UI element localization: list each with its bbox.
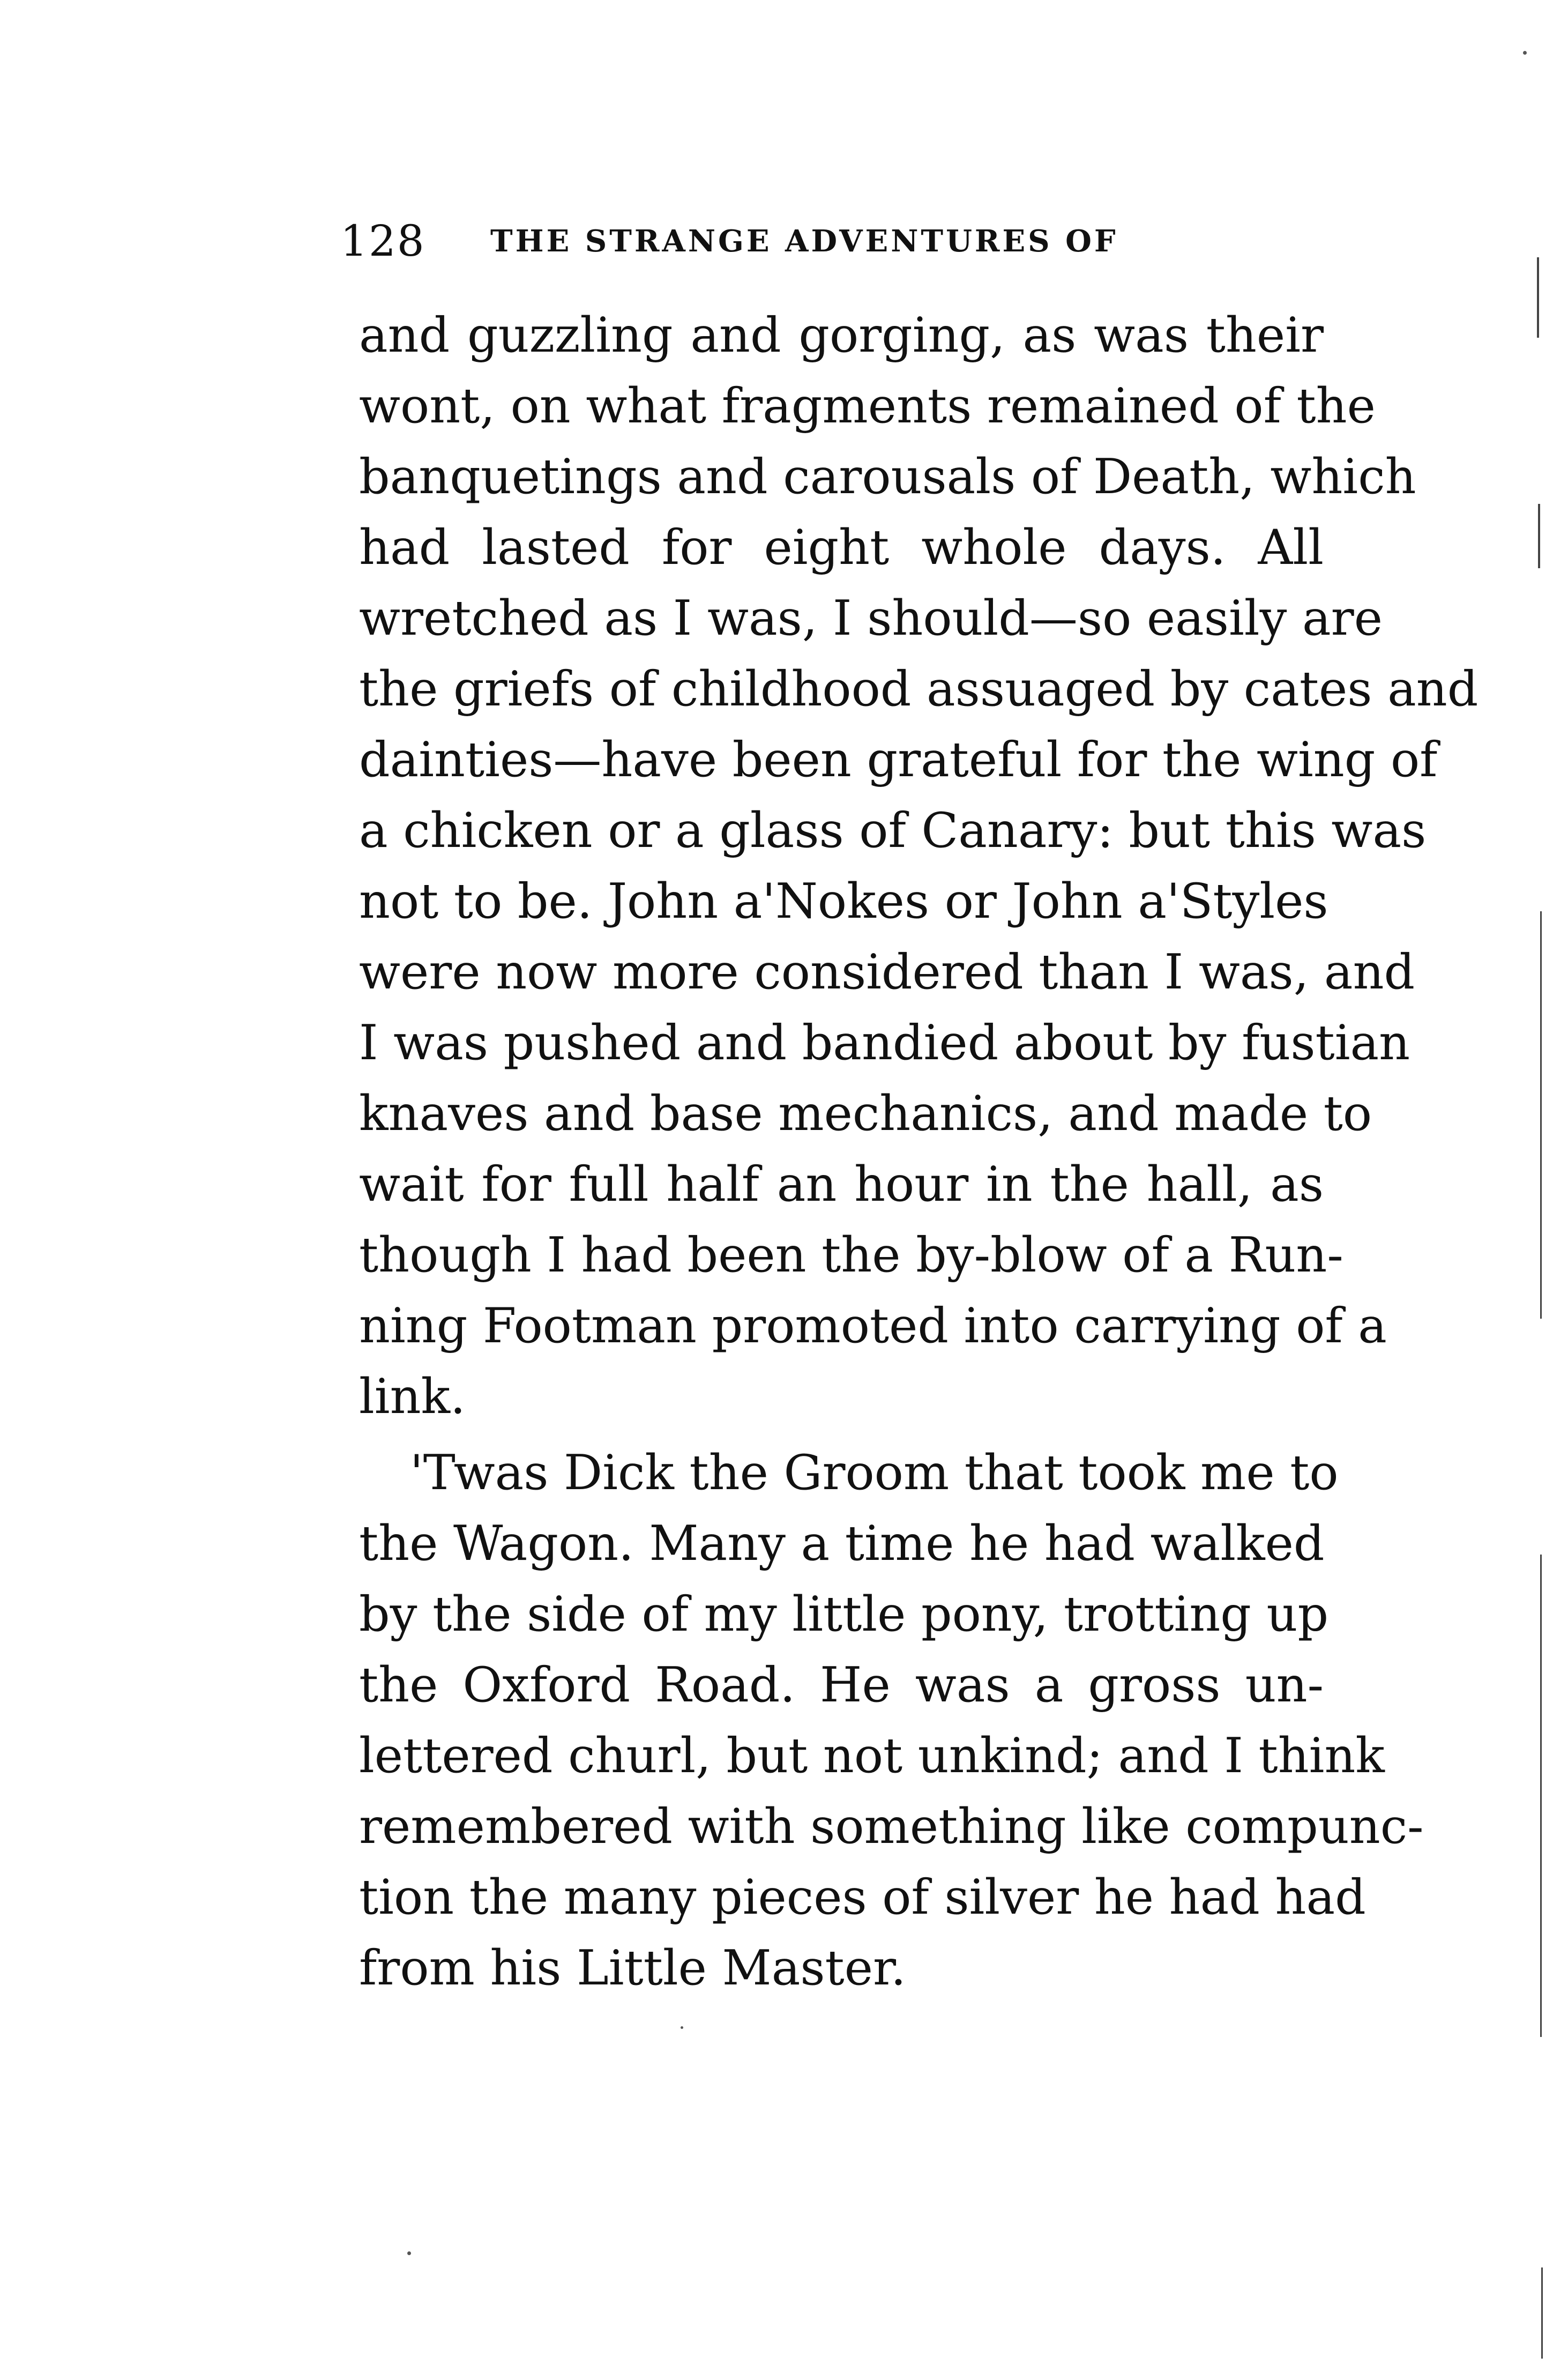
- paragraph: [359, 1438, 1424, 2004]
- page-edge-mark: [1541, 2267, 1543, 2359]
- page-edge-mark: [1540, 911, 1542, 1319]
- scan-speck: [681, 2026, 683, 2029]
- text-line: knaves and base mechanics, and made to: [359, 1085, 1372, 1142]
- text-line: had lasted for eight whole days. All: [359, 519, 1324, 576]
- body-text: [359, 300, 1479, 2004]
- paragraph: [359, 300, 1479, 1432]
- text-line: wont, on what fragments remained of the: [359, 378, 1376, 434]
- text-line: 'Twas Dick the Groom that took me to: [410, 1445, 1339, 1501]
- text-line: not to be. John a'Nokes or John a'Styles: [359, 873, 1328, 930]
- text-line: ning Footman promoted into carrying of a: [359, 1298, 1387, 1354]
- text-line: a chicken or a glass of Canary: but this was: [359, 802, 1427, 859]
- text-line: link.: [359, 1369, 466, 1425]
- text-line: banquetings and carousals of Death, which: [359, 449, 1416, 505]
- scan-speck: [407, 2251, 411, 2255]
- page-edge-mark: [1538, 504, 1540, 568]
- scan-speck: [1523, 51, 1527, 55]
- text-line: the griefs of childhood assuaged by cates and: [359, 661, 1479, 717]
- text-line: from his Little Master.: [359, 1940, 906, 1996]
- text-line: wait for full half an hour in the hall, as: [359, 1156, 1324, 1213]
- text-line: dainties—have been grateful for the wing of: [359, 732, 1438, 788]
- page-edge-mark: [1537, 257, 1539, 338]
- text-line: the Oxford Road. He was a gross un-: [359, 1657, 1324, 1713]
- page-number: 128: [340, 216, 425, 266]
- text-line: remembered with something like compunc-: [359, 1798, 1424, 1855]
- text-line: by the side of my little pony, trotting up: [359, 1586, 1329, 1642]
- text-line: were now more considered than I was, and: [359, 944, 1415, 1000]
- text-line: tion the many pieces of silver he had had: [359, 1869, 1366, 1925]
- text-line: I was pushed and bandied about by fustian: [359, 1015, 1410, 1071]
- text-line: the Wagon. Many a time he had walked: [359, 1515, 1325, 1572]
- text-line: lettered churl, but not unkind; and I think: [359, 1728, 1385, 1784]
- text-line: wretched as I was, I should—so easily are: [359, 590, 1383, 646]
- running-head: [340, 212, 1321, 271]
- text-line: though I had been the by-blow of a Run-: [359, 1227, 1343, 1283]
- running-title: THE STRANGE ADVENTURES OF: [490, 224, 1118, 259]
- page-edge-mark: [1540, 1555, 1542, 2037]
- text-line: and guzzling and gorging, as was their: [359, 307, 1324, 363]
